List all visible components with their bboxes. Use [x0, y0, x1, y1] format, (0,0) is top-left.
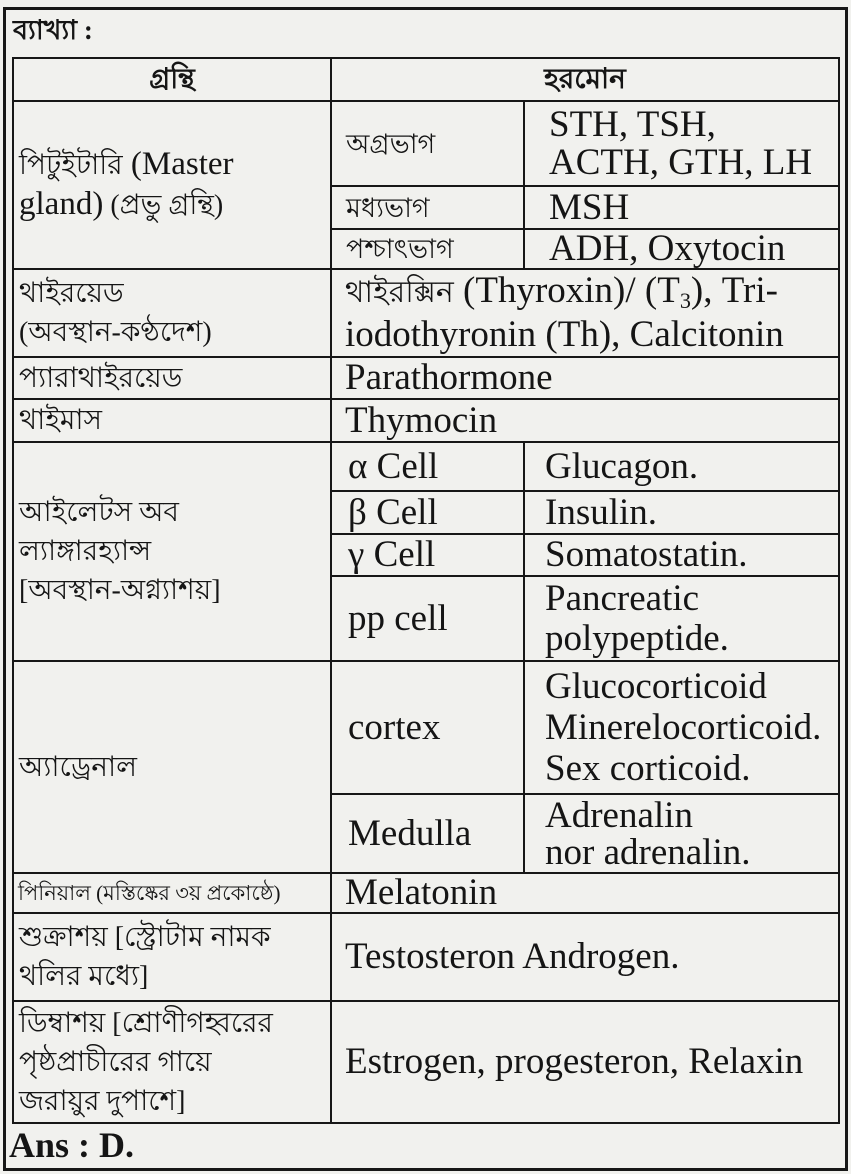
thyroid-name-line: থাইরয়েড	[19, 278, 124, 309]
beta-cell-label-cell	[332, 492, 525, 535]
pituitary-anterior-label-cell	[332, 102, 525, 187]
gamma-cell-label: γ Cell	[348, 535, 436, 575]
testis-name-line: শুক্রাশয় [স্ট্রোটাম নামক	[19, 922, 271, 953]
parathyroid-hormone-cell	[332, 358, 840, 400]
pituitary-posterior-label-cell	[332, 230, 525, 270]
answer-text: Ans : D.	[9, 1125, 135, 1165]
hormone-line: STH, TSH,	[549, 103, 716, 145]
pituitary-middle-label: মধ্যভাগ	[346, 192, 430, 223]
islets-name-line: [অবস্থান-অগ্ন্যাশয়]	[19, 575, 221, 606]
testis-name-line: থলির মধ্যে]	[19, 961, 149, 992]
beta-cell-hormone-cell	[525, 492, 840, 535]
gland-hormone-table	[12, 57, 840, 1124]
parathyroid-gland-cell	[14, 358, 332, 400]
thyroid-name-line: (অবস্থান-কণ্ঠদেশ)	[19, 317, 212, 348]
thymus-gland-cell	[14, 400, 332, 443]
thymus-name: থাইমাস	[19, 405, 102, 436]
parathyroid-hormone: Parathormone	[345, 358, 553, 398]
pineal-name: পিনিয়াল (মস্তিষ্কের ৩য় প্রকোষ্ঠে)	[18, 881, 281, 905]
pituitary-name-english: (Master	[122, 146, 234, 182]
thyroxin-english: (Thyroxin)/ (T	[453, 270, 680, 311]
pituitary-anterior-hormone-cell	[525, 102, 840, 187]
cortex-label: cortex	[348, 706, 441, 748]
header-hormone-label: হরমোন	[544, 63, 626, 95]
alpha-cell-label: α Cell	[348, 445, 439, 487]
pineal-gland-cell	[14, 874, 332, 914]
gamma-cell-label-cell	[332, 535, 525, 577]
cortex-hormone-cell	[525, 662, 840, 795]
pituitary-name-english: gland)	[19, 186, 104, 222]
pituitary-gland-cell	[14, 102, 332, 270]
thymus-hormone: Thymocin	[345, 400, 498, 441]
alpha-cell-hormone-cell	[525, 443, 840, 492]
hormone-line: Sex corticoid.	[545, 748, 751, 789]
medulla-label: Medulla	[348, 812, 472, 854]
hormone-line: ADH, Oxytocin	[549, 230, 786, 269]
header-gland	[14, 59, 332, 102]
ovary-hormone: Estrogen, progesteron, Relaxin	[345, 1041, 804, 1082]
pp-cell-hormone-cell	[525, 577, 840, 662]
ovary-name-line: ডিম্বাশয় [শ্রোণীগহ্বরের	[19, 1007, 273, 1039]
beta-cell-label: β Cell	[348, 492, 438, 533]
hormone-line: ACTH, GTH, LH	[549, 141, 813, 183]
ovary-name-line: পৃষ্ঠপ্রাচীরের গায়ে	[19, 1046, 212, 1078]
thyroid-gland-cell	[14, 270, 332, 358]
pp-cell-label: pp cell	[348, 597, 448, 639]
hormone-line: MSH	[549, 187, 630, 228]
pituitary-middle-hormone-cell	[525, 187, 840, 230]
islets-gland-cell	[14, 443, 332, 662]
adrenal-gland-cell	[14, 662, 332, 874]
hormone-line: polypeptide.	[545, 617, 729, 659]
testis-gland-cell	[14, 914, 332, 1002]
islets-name-line: ল্যাঙ্গারহ্যান্স	[19, 536, 152, 567]
hormone-line: Minerelocorticoid.	[545, 707, 822, 748]
medulla-hormone-cell	[525, 795, 840, 874]
hormone-line: Adrenalin	[545, 795, 693, 836]
pituitary-posterior-hormone-cell	[525, 230, 840, 270]
tri-prefix: ), Tri-	[690, 270, 778, 311]
thyroxin-bengali: থাইরক্সিন	[345, 276, 454, 309]
pituitary-name-line	[19, 145, 330, 185]
t3-subscript: 3	[679, 288, 691, 314]
pituitary-middle-label-cell	[332, 187, 525, 230]
pituitary-name-bengali: (প্রভু গ্রন্থি)	[103, 190, 224, 221]
thyroid-hormone-cell	[332, 270, 840, 358]
ovary-name-line: জরায়ুর দুপাশে]	[19, 1085, 186, 1117]
header-gland-label: গ্রন্থি	[149, 63, 195, 95]
medulla-label-cell	[332, 795, 525, 874]
thyroid-hormone-line	[345, 270, 838, 314]
ovary-gland-cell	[14, 1002, 332, 1124]
pp-cell-label-cell	[332, 577, 525, 662]
hormone-line: Insulin.	[545, 492, 658, 533]
hormone-line: Pancreatic	[545, 577, 700, 619]
pineal-hormone: Melatonin	[345, 874, 498, 913]
testis-hormone: Testosteron Androgen.	[345, 936, 680, 977]
pituitary-posterior-label: পশ্চাৎভাগ	[346, 234, 454, 264]
cortex-label-cell	[332, 662, 525, 795]
gamma-cell-hormone-cell	[525, 535, 840, 577]
pituitary-name-bengali: পিটুইটারি	[19, 150, 123, 181]
adrenal-name: অ্যাড্রেনাল	[19, 751, 137, 783]
islets-name-line: আইলেটস অব	[19, 497, 179, 528]
explanation-label: ব্যাখ্যা :	[13, 15, 93, 45]
testis-hormone-cell	[332, 914, 840, 1002]
pituitary-name-line	[19, 185, 330, 225]
hormone-line: Glucagon.	[545, 445, 699, 487]
pituitary-anterior-label: অগ্রভাগ	[346, 128, 436, 159]
hormone-line: nor adrenalin.	[545, 831, 751, 873]
hormone-line: Glucocorticoid	[545, 666, 767, 707]
parathyroid-name: প্যারাথাইরয়েড	[19, 362, 183, 394]
thymus-hormone-cell	[332, 400, 840, 443]
thyroid-hormone-line: iodothyronin (Th), Calcitonin	[345, 314, 784, 355]
pineal-hormone-cell	[332, 874, 840, 914]
alpha-cell-label-cell	[332, 443, 525, 492]
header-hormone	[332, 59, 840, 102]
ovary-hormone-cell	[332, 1002, 840, 1124]
hormone-line: Somatostatin.	[545, 535, 748, 575]
